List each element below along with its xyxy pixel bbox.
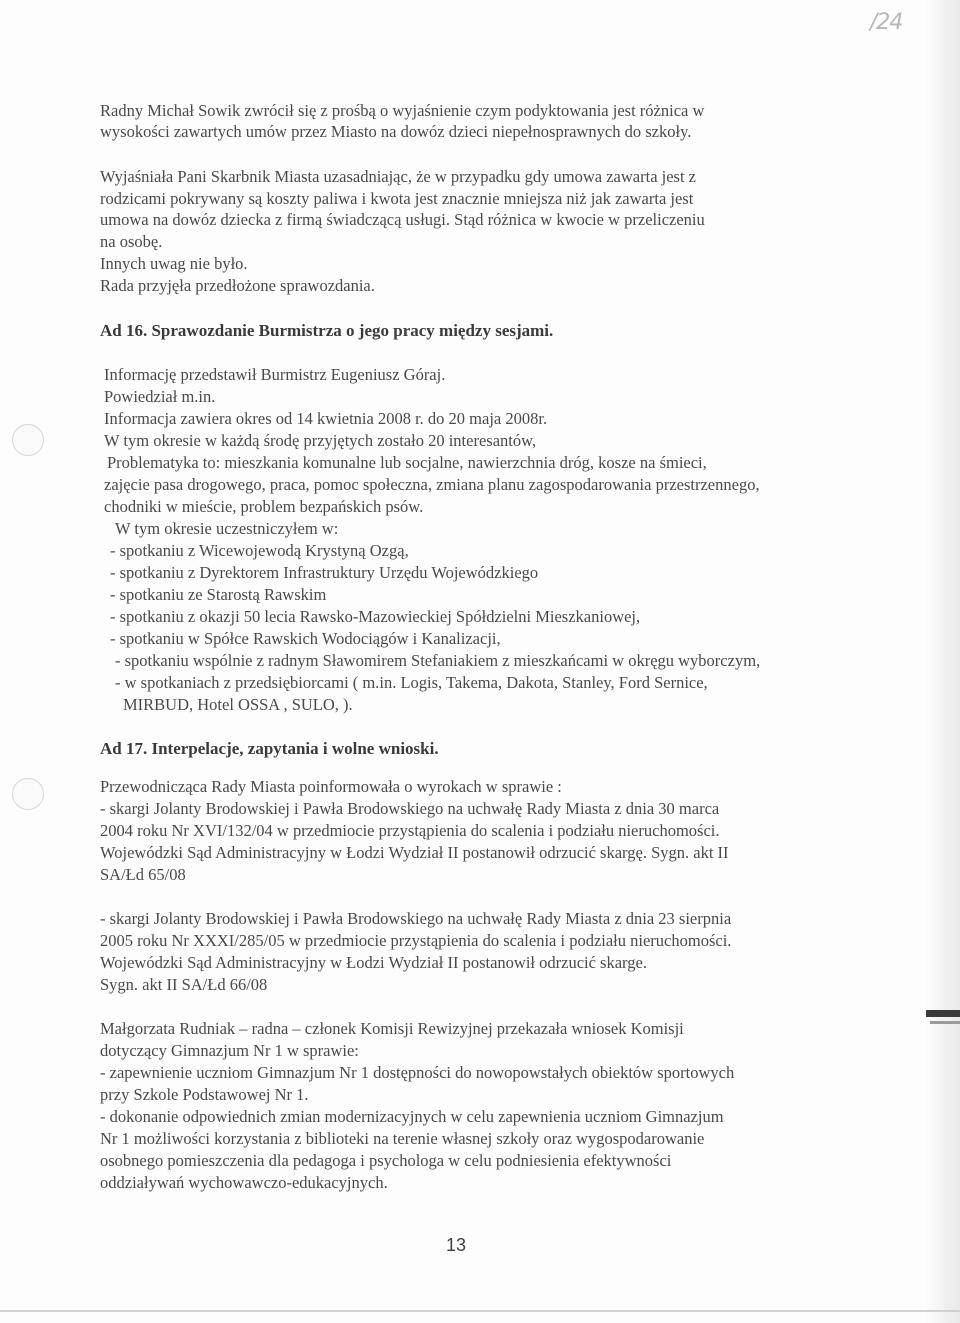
text-line: umowa na dowóz dziecka z firmą świadczącą usługi. Stąd różnica w kwocie w przeliczeniu — [100, 210, 705, 229]
text-line: W tym okresie uczestniczyłem w: — [115, 519, 339, 538]
list-item-continuation: MIRBUD, Hotel OSSA , SULO, ). — [123, 695, 353, 714]
list-item: - spotkaniu z Wicewojewodą Krystyną Ozgą, — [110, 541, 409, 560]
list-item: - spotkaniu z okazji 50 lecia Rawsko-Mazowieckiej Spółdzielni Mieszkaniowej, — [110, 607, 641, 626]
scan-edge-mark — [926, 1010, 960, 1017]
text-line: Radny Michał Sowik zwrócił się z prośbą o wyjaśnienie czym podyktowania jest różnica w — [100, 101, 705, 120]
list-item: - spotkaniu z Dyrektorem Infrastruktury Urzędu Wojewódzkiego — [110, 563, 539, 582]
text-line: Wojewódzki Sąd Administracyjny w Łodzi Wydział II postanowił odrzucić skarge. — [100, 953, 647, 972]
text-line: oddziaływań wychowawczo-edukacyjnych. — [100, 1173, 388, 1192]
scan-edge-shadow — [922, 0, 960, 1323]
text-line: rodzicami pokrywany są koszty paliwa i kwota jest znacznie mniejsza niż jak zawarta jest — [100, 189, 694, 208]
text-line: Informacja zawiera okres od 14 kwietnia 2008 r. do 20 maja 2008r. — [104, 409, 548, 428]
punch-hole-icon — [12, 778, 44, 810]
text-line: - skargi Jolanty Brodowskiej i Pawła Brodowskiego na uchwałę Rady Miasta z dnia 23 sierpnia — [100, 909, 732, 928]
handwritten-page-mark: /24 — [870, 10, 903, 35]
text-line: Problematyka to: mieszkania komunalne lub socjalne, nawierzchnia dróg, kosze na śmieci, — [107, 453, 707, 472]
text-line: Rada przyjęła przedłożone sprawozdania. — [100, 276, 375, 295]
text-line: - dokonanie odpowiednich zmian modernizacyjnych w celu zapewnienia uczniom Gimnazjum — [100, 1107, 724, 1126]
text-line: Sygn. akt II SA/Łd 66/08 — [100, 975, 268, 994]
section-heading-ad-16: Ad 16. Sprawozdanie Burmistrza o jego pracy między sesjami. — [100, 321, 554, 340]
text-line: wysokości zawartych umów przez Miasto na dowóz dzieci niepełnosprawnych do szkoły. — [100, 122, 692, 141]
text-line: - skargi Jolanty Brodowskiej i Pawła Brodowskiego na uchwałę Rady Miasta z dnia 30 marca — [100, 799, 720, 818]
list-item: - w spotkaniach z przedsiębiorcami ( m.in. Logis, Takema, Dakota, Stanley, Ford Sernice, — [115, 673, 708, 692]
text-line: Nr 1 możliwości korzystania z biblioteki na terenie własnej szkoły oraz wygospodarowanie — [100, 1129, 705, 1148]
text-line: Przewodnicząca Rady Miasta poinformowała o wyrokach w sprawie : — [100, 777, 562, 796]
list-item: - spotkaniu ze Starostą Rawskim — [110, 585, 327, 604]
text-line: chodniki w mieście, problem bezpańskich psów. — [104, 497, 424, 516]
text-line: Wyjaśniała Pani Skarbnik Miasta uzasadniając, że w przypadku gdy umowa zawarta jest z — [100, 167, 697, 186]
scan-bottom-line — [0, 1310, 960, 1312]
text-line: SA/Łd 65/08 — [100, 865, 186, 884]
list-item: - spotkaniu wspólnie z radnym Sławomirem Stefaniakiem z mieszkańcami w okręgu wyborczym, — [115, 651, 761, 670]
list-item: - spotkaniu w Spółce Rawskich Wodociągów i Kanalizacji, — [110, 629, 501, 648]
text-line: zajęcie pasa drogowego, praca, pomoc społeczna, zmiana planu zagospodarowania przestrzennego, — [104, 475, 760, 494]
text-line: - zapewnienie uczniom Gimnazjum Nr 1 dostępności do nowopowstałych obiektów sportowych — [100, 1063, 735, 1082]
text-line: osobnego pomieszczenia dla pedagoga i psychologa w celu podniesienia efektywności — [100, 1151, 672, 1170]
punch-hole-icon — [12, 424, 44, 456]
page-number: 13 — [446, 1235, 467, 1255]
text-line: Powiedział m.in. — [104, 387, 216, 406]
text-line: 2005 roku Nr XXXI/285/05 w przedmiocie przystąpienia do scalenia i podziału nieruchomości. — [100, 931, 732, 950]
text-line: Informację przedstawił Burmistrz Eugeniusz Góraj. — [104, 365, 446, 384]
text-line: 2004 roku Nr XVI/132/04 w przedmiocie przystąpienia do scalenia i podziału nieruchomości. — [100, 821, 720, 840]
text-line: na osobę. — [100, 232, 163, 251]
text-line: Innych uwag nie było. — [100, 254, 248, 273]
text-line: dotyczący Gimnazjum Nr 1 w sprawie: — [100, 1041, 359, 1060]
text-line: przy Szkole Podstawowej Nr 1. — [100, 1085, 309, 1104]
scan-edge-mark-secondary — [930, 1021, 960, 1024]
text-line: Małgorzata Rudniak – radna – członek Komisji Rewizyjnej przekazała wniosek Komisji — [100, 1019, 684, 1038]
section-heading-ad-17: Ad 17. Interpelacje, zapytania i wolne wnioski. — [100, 739, 439, 758]
text-line: W tym okresie w każdą środę przyjętych zostało 20 interesantów, — [104, 431, 537, 450]
text-line: Wojewódzki Sąd Administracyjny w Łodzi Wydział II postanowił odrzucić skargę. Sygn. akt II — [100, 843, 729, 862]
